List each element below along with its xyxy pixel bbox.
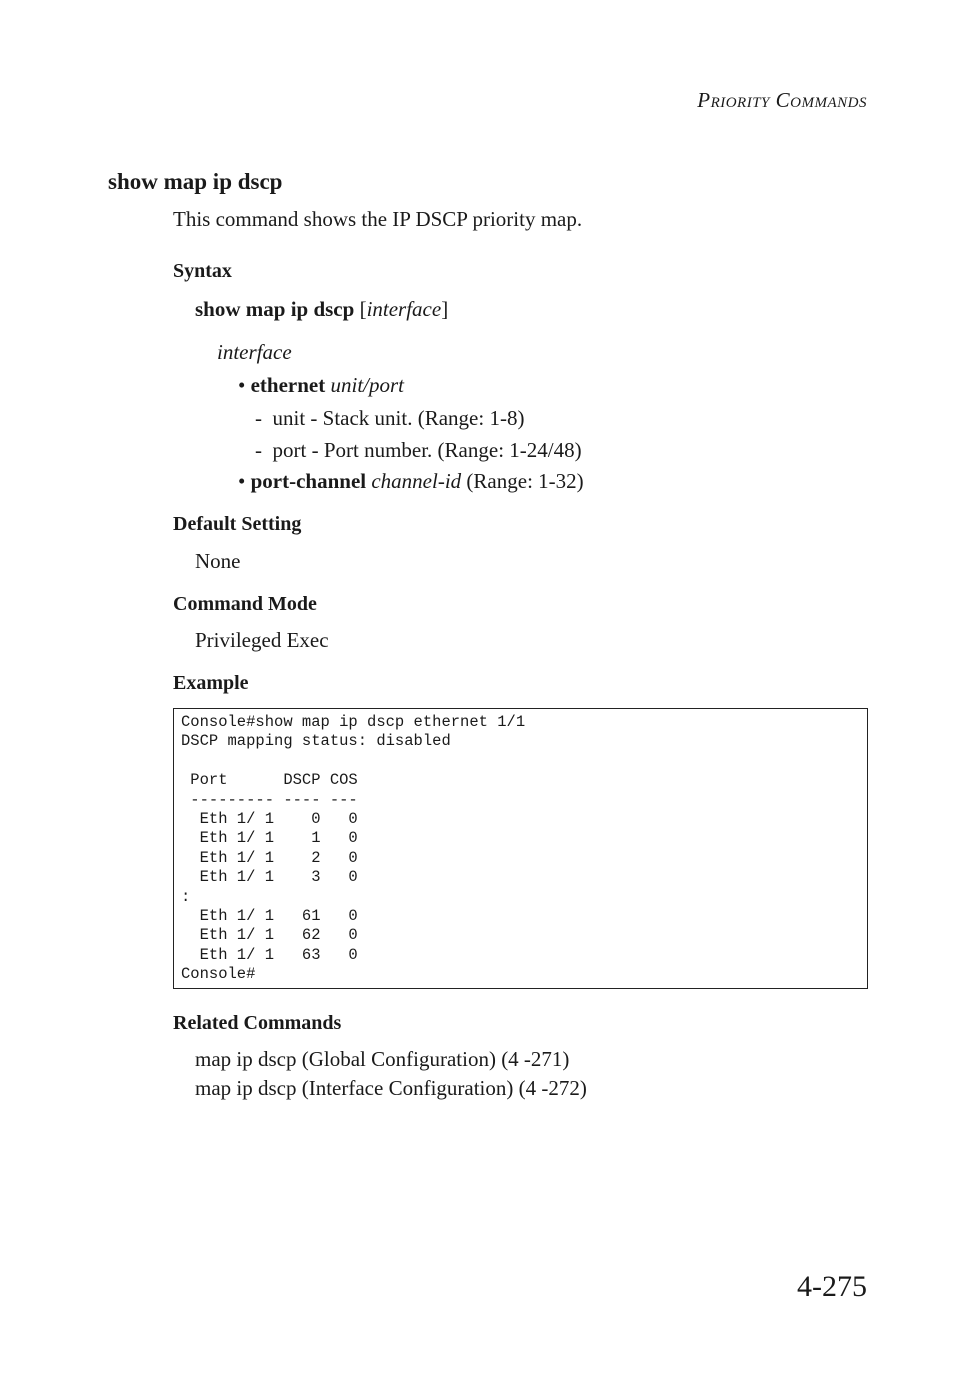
bullet-suffix: (Range: 1-32) bbox=[466, 469, 584, 493]
sub-item-port: - port - Port number. (Range: 1-24/48) bbox=[255, 438, 582, 462]
related-commands-heading: Related Commands bbox=[173, 1012, 342, 1034]
code-line: --------- ---- --- bbox=[181, 790, 358, 809]
sub-item-unit: - unit - Stack unit. (Range: 1-8) bbox=[255, 406, 525, 430]
code-line: Eth 1/ 1 2 0 bbox=[181, 848, 358, 867]
default-setting-value: None bbox=[195, 549, 241, 573]
code-line: DSCP mapping status: disabled bbox=[181, 732, 451, 751]
default-setting-heading: Default Setting bbox=[173, 513, 302, 535]
example-code bbox=[174, 709, 867, 989]
bullet-mark: • bbox=[238, 469, 246, 493]
command-mode-value: Privileged Exec bbox=[195, 628, 329, 652]
related-command-link[interactable]: map ip dscp (Interface Configuration) (4 -272) bbox=[195, 1076, 587, 1100]
bullet-port-channel bbox=[238, 469, 584, 494]
syntax-line bbox=[195, 297, 448, 322]
header-rest-1: RIORITY bbox=[710, 95, 770, 111]
example-heading: Example bbox=[173, 672, 249, 694]
code-line: Eth 1/ 1 63 0 bbox=[181, 945, 358, 964]
code-line: : bbox=[181, 887, 191, 906]
code-line: Eth 1/ 1 62 0 bbox=[181, 926, 358, 945]
bullet-ethernet bbox=[238, 373, 404, 398]
code-line: Eth 1/ 1 1 0 bbox=[181, 829, 358, 848]
bullet-keyword: port-channel bbox=[250, 469, 367, 493]
code-line: Port DSCP COS bbox=[181, 771, 358, 790]
command-description: This command shows the IP DSCP priority map. bbox=[173, 207, 583, 231]
bullet-keyword: ethernet bbox=[250, 373, 326, 397]
bullet-arg: channel-id bbox=[371, 469, 462, 493]
syntax-open-bracket: [ bbox=[359, 297, 367, 321]
syntax-param: interface bbox=[366, 297, 442, 321]
syntax-close-bracket: ] bbox=[441, 297, 449, 321]
running-header bbox=[697, 88, 867, 113]
header-letter-1: P bbox=[697, 88, 711, 112]
bullet-mark: • bbox=[238, 373, 246, 397]
syntax-heading: Syntax bbox=[173, 260, 232, 282]
bullet-arg: unit/port bbox=[330, 373, 405, 397]
related-command-link[interactable]: map ip dscp (Global Configuration) (4 -271) bbox=[195, 1047, 570, 1071]
param-label: interface bbox=[217, 340, 292, 364]
code-line: Console#show map ip dscp ethernet 1/1 bbox=[181, 713, 526, 731]
command-mode-heading: Command Mode bbox=[173, 593, 317, 615]
header-rest-2: OMMANDS bbox=[790, 95, 867, 111]
code-line: Eth 1/ 1 3 0 bbox=[181, 868, 358, 887]
code-line: Console# bbox=[181, 965, 256, 984]
syntax-command: show map ip dscp bbox=[195, 297, 355, 321]
page-number: 4-275 bbox=[797, 1270, 867, 1303]
code-line: Eth 1/ 1 61 0 bbox=[181, 907, 358, 926]
command-title: show map ip dscp bbox=[108, 169, 283, 194]
header-letter-2: C bbox=[775, 88, 791, 112]
code-line: Eth 1/ 1 0 0 bbox=[181, 810, 358, 829]
example-code-box bbox=[173, 708, 868, 989]
